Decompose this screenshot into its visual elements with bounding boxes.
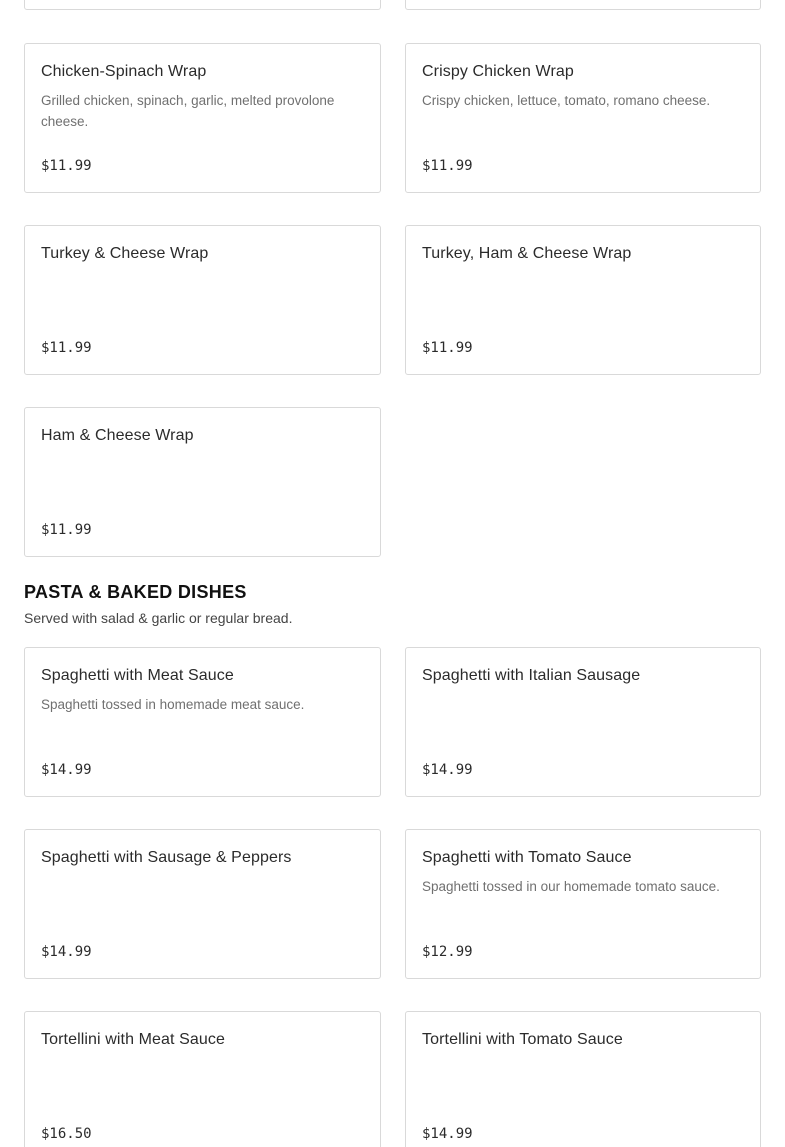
menu-item-card[interactable] [405,829,761,979]
menu-item-name: Spaghetti with Tomato Sauce [422,849,632,866]
menu-item-price: $14.99 [41,944,92,960]
menu-item-card[interactable] [24,407,381,557]
menu-item-card[interactable] [405,1011,761,1147]
menu-item-name: Turkey, Ham & Cheese Wrap [422,245,632,262]
menu-item-name: Spaghetti with Italian Sausage [422,667,641,684]
menu-item-name: Turkey & Cheese Wrap [41,245,209,262]
menu-item-price: $11.99 [422,340,473,356]
menu-item-card[interactable] [24,647,381,797]
menu-item-description: Spaghetti tossed in our homemade tomato sauce. [422,879,720,894]
menu-item-name: Chicken-Spinach Wrap [41,63,207,80]
menu-item-name: Spaghetti with Meat Sauce [41,667,234,684]
menu-item-card-partial[interactable] [405,0,761,10]
menu-item-card[interactable] [24,1011,381,1147]
menu-item-price: $14.99 [422,762,473,778]
menu-item-card[interactable] [405,225,761,375]
menu-item-description: Crispy chicken, lettuce, tomato, romano cheese. [422,93,711,108]
menu-item-name: Tortellini with Meat Sauce [41,1031,226,1048]
menu-item-price: $16.50 [41,1126,92,1142]
menu-item-price: $11.99 [41,340,92,356]
menu-item-card[interactable] [24,43,381,193]
menu-item-price: $11.99 [41,158,92,174]
menu-item-name: Ham & Cheese Wrap [41,427,194,444]
menu-item-description: Spaghetti tossed in homemade meat sauce. [41,697,305,712]
menu-item-name: Tortellini with Tomato Sauce [422,1031,623,1048]
menu-item-description: Grilled chicken, spinach, garlic, melted provolone cheese. [41,93,335,129]
menu-item-card-partial[interactable] [24,0,381,10]
section-subtitle: Served with salad & garlic or regular bread. [24,610,293,626]
menu-item-price: $11.99 [41,522,92,538]
menu-item-price: $14.99 [422,1126,473,1142]
section-title: PASTA & BAKED DISHES [24,582,247,602]
menu-item-price: $14.99 [41,762,92,778]
menu-item-card[interactable] [24,225,381,375]
menu-item-card[interactable] [405,43,761,193]
menu-item-price: $11.99 [422,158,473,174]
menu-item-name: Crispy Chicken Wrap [422,63,574,80]
menu-item-name: Spaghetti with Sausage & Peppers [41,849,292,866]
menu-item-card[interactable] [24,829,381,979]
menu-item-price: $12.99 [422,944,473,960]
menu-item-card[interactable] [405,647,761,797]
